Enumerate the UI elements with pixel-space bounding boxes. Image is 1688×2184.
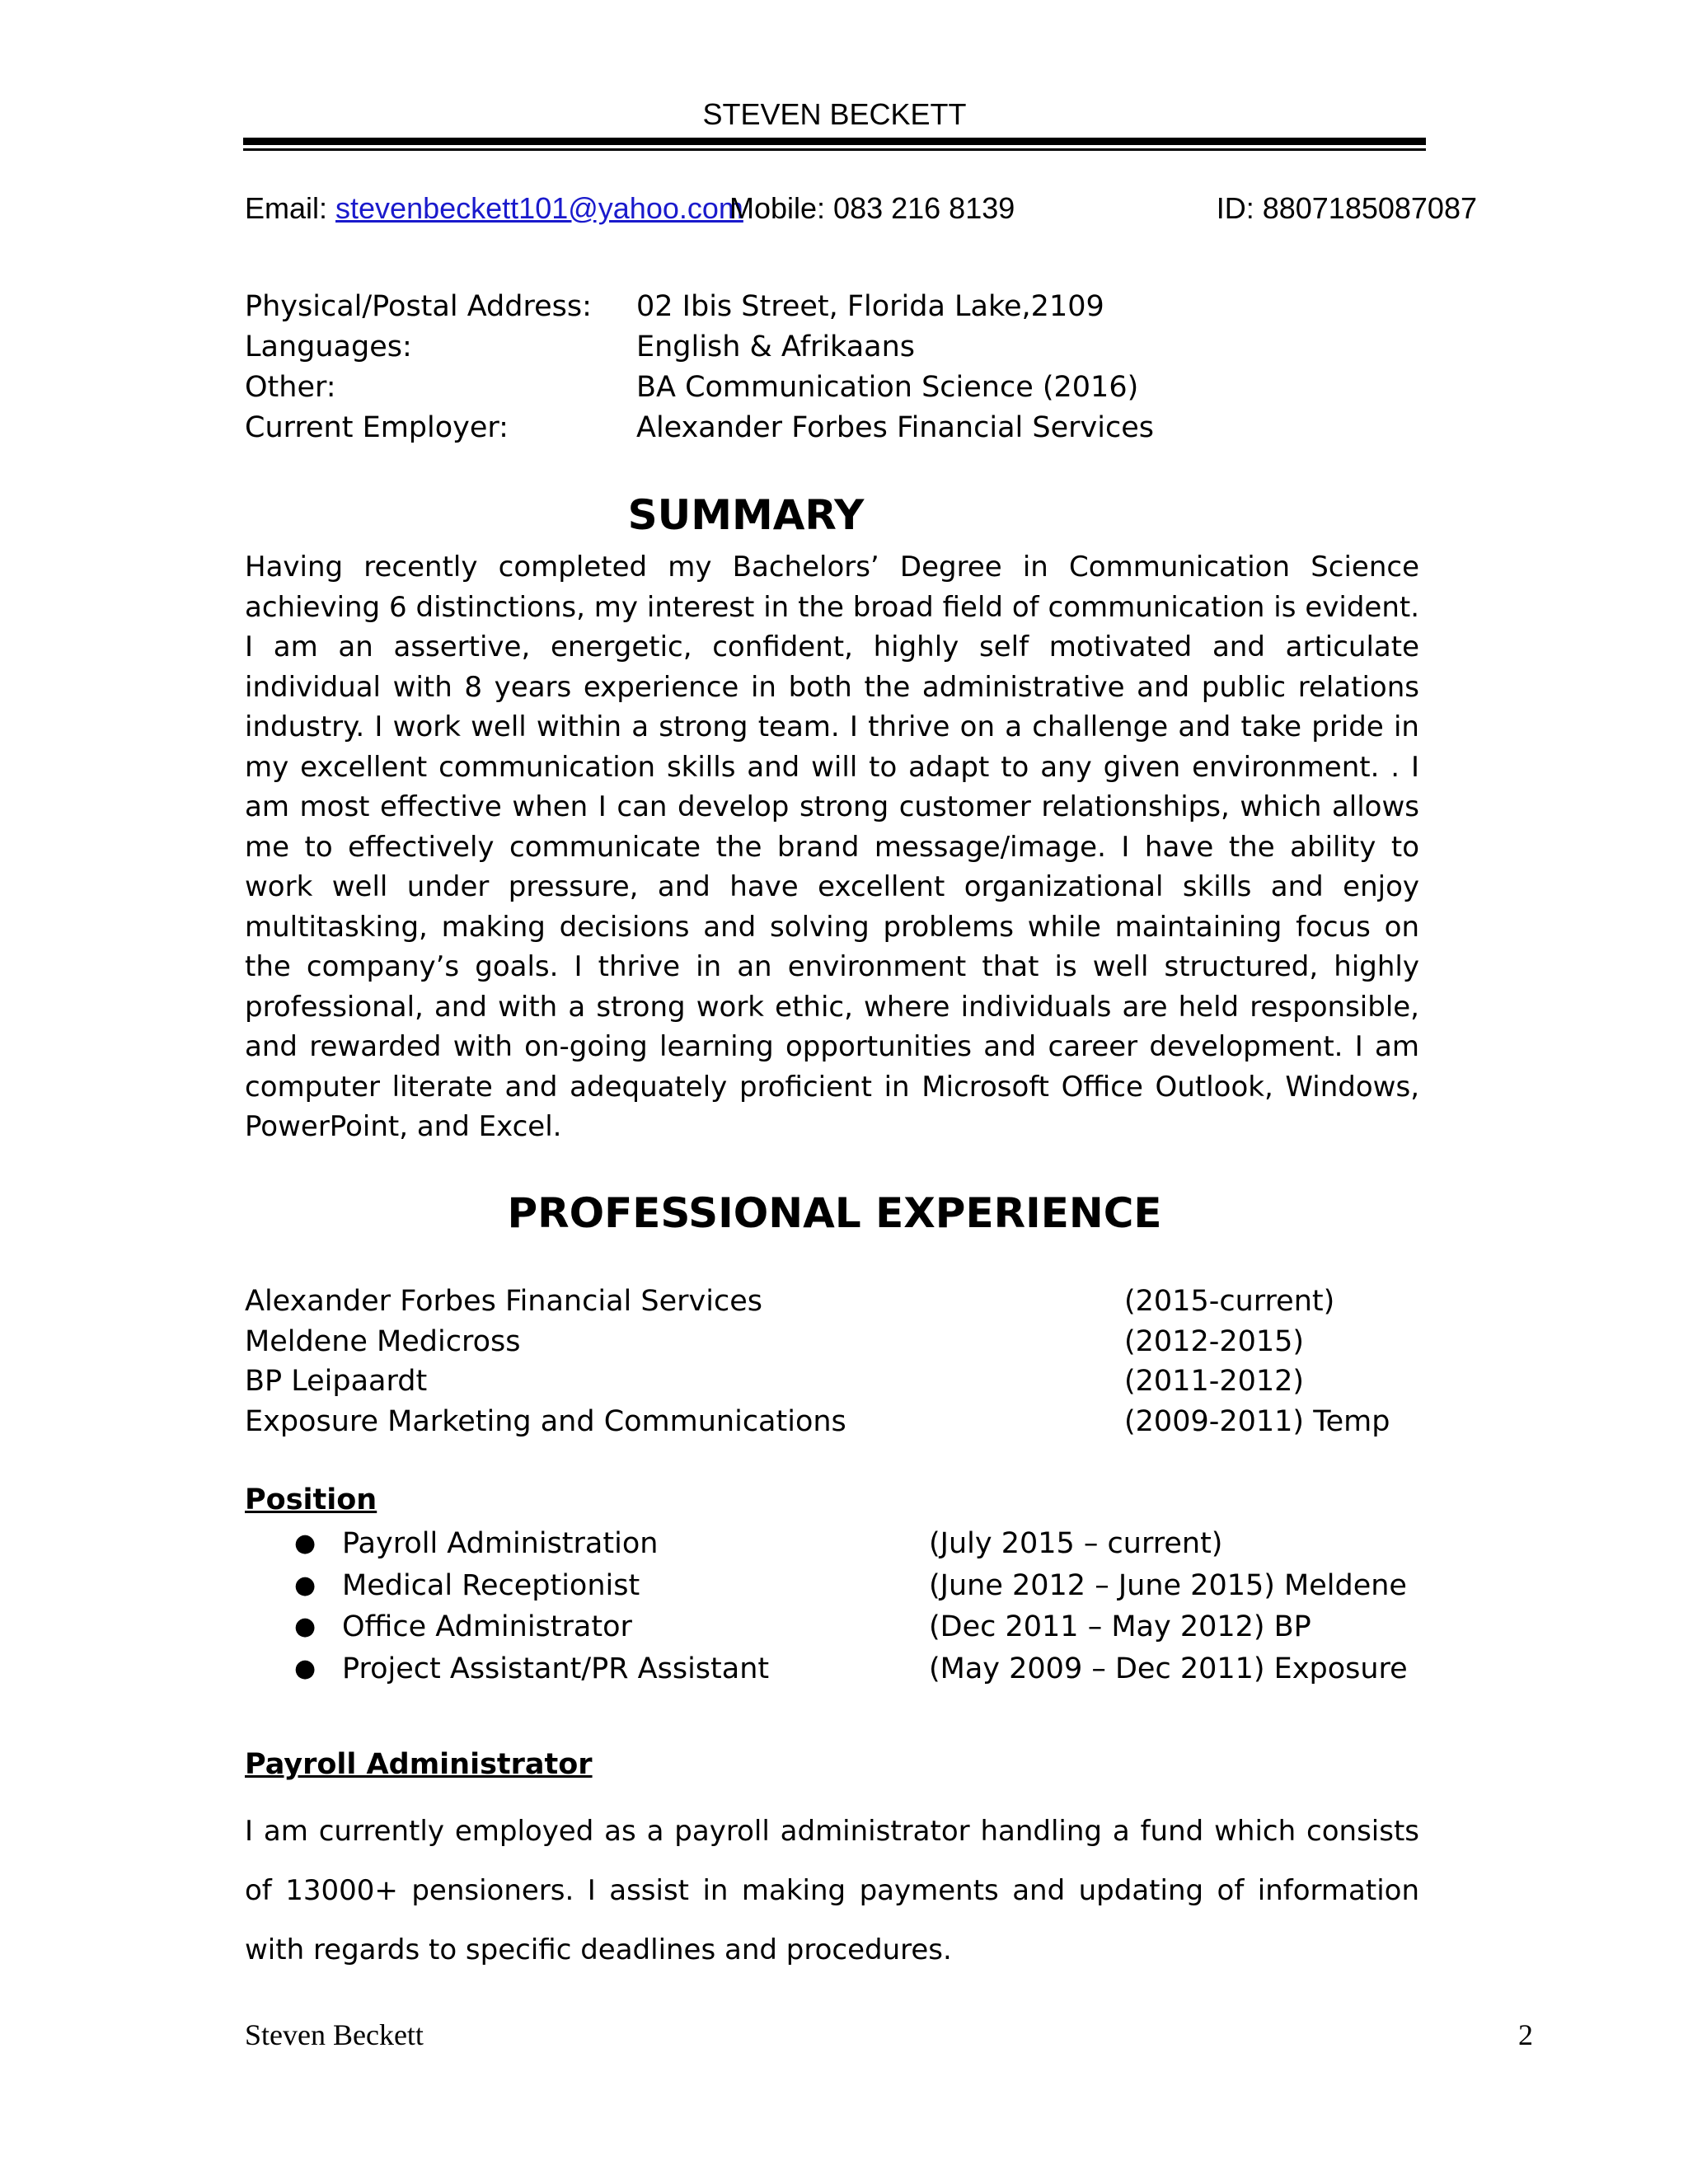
- detail-label: Languages:: [245, 330, 412, 363]
- payroll-text: I am currently employed as a payroll administrator handling a fund which consists of 13000+ pensioners. I assist in making payments and updating of information with regards to specific deadlines and procedures.: [245, 1815, 1419, 1966]
- employer-row: [245, 1361, 1423, 1402]
- position-dates: (June 2012 – June 2015) Meldene: [929, 1568, 1407, 1602]
- position-role: Medical Receptionist: [342, 1568, 640, 1602]
- position-dates: (Dec 2011 – May 2012) BP: [929, 1610, 1311, 1643]
- detail-value: English & Afrikaans: [636, 330, 916, 363]
- detail-value: 02 Ibis Street, Florida Lake,2109: [636, 290, 1104, 323]
- employer-row: [245, 1402, 1423, 1442]
- experience-title: PROFESSIONAL EXPERIENCE: [507, 1189, 1162, 1237]
- position-role: Payroll Administration: [342, 1527, 659, 1560]
- employer-name: Alexander Forbes Financial Services: [245, 1285, 762, 1318]
- employer-period: (2012-2015): [1124, 1324, 1305, 1358]
- position-dates: (May 2009 – Dec 2011) Exposure: [929, 1652, 1408, 1685]
- bullet-icon: ●: [294, 1529, 316, 1558]
- header-rule-thin: [243, 148, 1426, 151]
- position-role: Project Assistant/PR Assistant: [342, 1652, 770, 1685]
- payroll-heading: Payroll Administrator: [245, 1748, 593, 1781]
- detail-value: BA Communication Science (2016): [636, 371, 1139, 404]
- footer-name: Steven Beckett: [245, 2018, 424, 2051]
- employer-list: [245, 1282, 1423, 1441]
- detail-label: Physical/Postal Address:: [245, 290, 592, 323]
- employer-name: Meldene Medicross: [245, 1324, 521, 1358]
- email-label: Email:: [245, 191, 336, 225]
- id-number: ID: 8807185087087: [1216, 191, 1477, 225]
- summary-title: SUMMARY: [627, 491, 865, 539]
- email-link[interactable]: stevenbeckett101@yahoo.com: [335, 191, 743, 225]
- employer-period: (2015-current): [1124, 1285, 1335, 1318]
- position-dates: (July 2015 – current): [929, 1527, 1223, 1560]
- page-number: 2: [1518, 2018, 1533, 2051]
- position-row: [245, 1565, 1423, 1607]
- email-line: [245, 191, 743, 226]
- position-row: [245, 1523, 1423, 1565]
- position-row: [245, 1606, 1423, 1648]
- detail-value: Alexander Forbes Financial Services: [636, 411, 1154, 444]
- position-role: Office Administrator: [342, 1610, 632, 1643]
- employer-row: [245, 1322, 1423, 1362]
- mobile-number: Mobile: 083 216 8139: [729, 191, 1015, 225]
- position-list: [245, 1523, 1423, 1690]
- detail-label: Other:: [245, 371, 336, 404]
- position-row: [245, 1648, 1423, 1690]
- detail-label: Current Employer:: [245, 411, 509, 444]
- header-name: STEVEN BECKETT: [702, 97, 967, 131]
- employer-row: [245, 1282, 1423, 1322]
- position-heading: Position: [245, 1483, 377, 1516]
- bullet-icon: ●: [294, 1570, 316, 1600]
- employer-name: Exposure Marketing and Communications: [245, 1404, 846, 1438]
- summary-text: Having recently completed my Bachelors’ Degree in Communication Science achieving 6 distinctions, my interest in the broad field of communication is evident. I am an assertive, energetic, confident, highly self motivated and articulate individual with 8 years experience in both the administrative and public relations industry. I work well within a strong team. I thrive on a challenge and take pride in my excellent communication skills and will to adapt to any given environment. . I am most effective when I can develop strong customer relationships, which allows me to effectively communicate the brand message/image. I have the ability to work well under pressure, and have excellent organizational skills and enjoy multitasking, making decisions and solving problems while maintaining focus on the company’s goals. I thrive in an environment that is well structured, highly professional, and with a strong work ethic, where individuals are held responsible, and rewarded with on-going learning opportunities and career development. I am computer literate and adequately proficient in Microsoft Office Outlook, Windows, PowerPoint, and Excel.: [245, 551, 1419, 1143]
- employer-name: BP Leipaardt: [245, 1365, 428, 1398]
- contact-row: [245, 191, 1477, 231]
- bullet-icon: ●: [294, 1612, 316, 1641]
- employer-period: (2009-2011) Temp: [1124, 1404, 1390, 1438]
- header-rule-thick: [243, 138, 1426, 145]
- bullet-icon: ●: [294, 1653, 316, 1683]
- employer-period: (2011-2012): [1124, 1365, 1305, 1398]
